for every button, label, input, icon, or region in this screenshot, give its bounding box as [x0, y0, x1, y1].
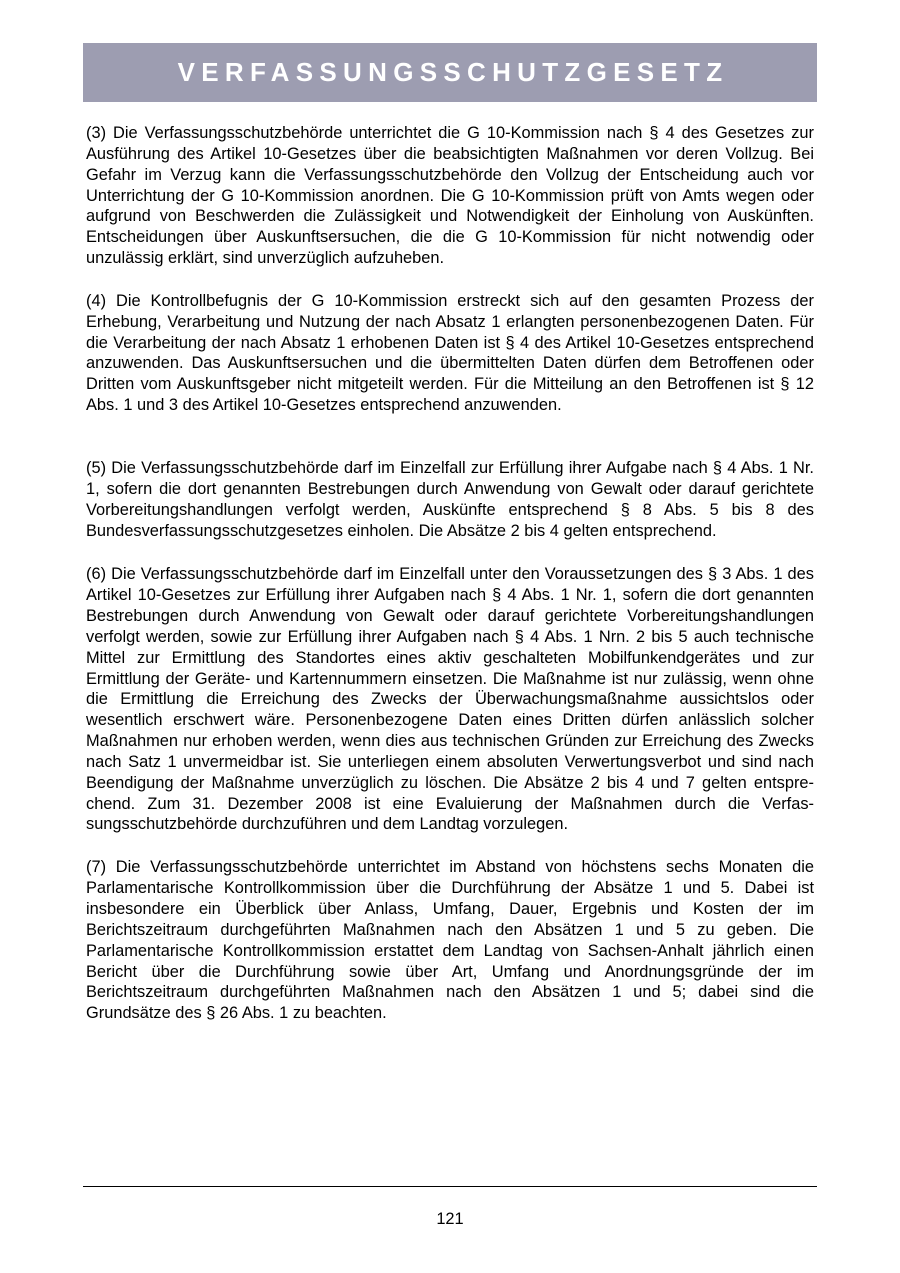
paragraph-7: (7) Die Verfassungsschutzbehörde unterrichtet im Abstand von höchstens sechs Monaten die Parlamentarische Kontrollkommission über die Durchführung der Absätze 1 und 5. Dabei ist insbesondere ein Überblick über Anlass, Umfang, Dauer, Ergebnis und Kosten der im Berichtszeitraum durchgeführten Maßnahmen nach den Absätzen 1 und 5 zu geben. Die Parlamentarische Kontrollkommission erstattet dem Landtag von Sachsen-Anhalt jährlich einen Bericht über die Durchführung sowie über Art, Umfang und Anordnungsgründe der im Berichtszeitraum durchgeführten Maßnahmen nach den Absätzen 1 und 5; dabei sind die Grundsätze des § 26 Abs. 1 zu beachten.: [86, 858, 814, 1023]
paragraph-3: (3) Die Verfassungsschutzbehörde unterrichtet die G 10-Kommission nach § 4 des Gesetzes zur Ausführung des Artikel 10-Gesetzes über die beabsichtigten Maßnahmen vor deren Vollzug. Bei Gefahr im Verzug kann die Verfassungsschutzbehörde den Vollzug der Entscheidung auch vor Unterrichtung der G 10-Kommission anordnen. Die G 10-Kommission prüft von Amts wegen oder aufgrund von Beschwerden die Zulässigkeit und Notwendigkeit der Einholung von Auskünften. Entscheidungen über Auskunftsersuchen, die die G 10-Kommission für nicht notwendig oder unzulässig erklärt, sind unverzüglich aufzuheben.: [86, 124, 814, 268]
paragraph-6: (6) Die Verfassungsschutzbehörde darf im Einzelfall unter den Voraussetzungen des § 3 Abs. 1 des Artikel 10-Gesetzes zur Erfüllung ihrer Aufgaben nach § 4 Abs. 1 Nr. 1, sofern die dort genannten Bestrebungen durch Anwendung von Gewalt oder darauf gerichtete Vorbereitungshandlungen verfolgt werden, sowie zur Erfüllung ihrer Aufgaben nach § 4 Abs. 1 Nrn. 2 bis 5 auch technische Mittel zur Ermittlung des Standortes eines aktiv geschalteten Mobilfunkendgerätes und zur Ermittlung der Geräte- und Kartennummern einsetzen. Die Maßnahme ist nur zulässig, wenn ohne die Ermittlung die Erreichung des Zwecks der Überwachungsmaßnahme aussichtslos oder wesentlich erschwert wäre. Personenbezogene Daten eines Dritten dürfen anlässlich solcher Maßnahmen nur erhoben werden, wenn dies aus technischen Gründen zur Erreichung des Zwecks nach Satz 1 unvermeidbar ist. Sie unterliegen einem absoluten Verwertungsverbot und sind nach Beendigung der Maßnahme unverzüglich zu löschen. Die Absätze 2 bis 4 und 7 gelten entsprechend. Zum 31. Dezember 2008 ist eine Evaluierung der Maßnahmen durch die Verfassungsschutzbehörde durchzuführen und dem Landtag vorzulegen.: [86, 565, 814, 834]
page-title: VERFASSUNGSSCHUTZGESETZ: [177, 57, 729, 87]
paragraph-5: (5) Die Verfassungsschutzbehörde darf im Einzelfall zur Erfüllung ihrer Aufgabe nach § 4 Abs. 1 Nr. 1, sofern die dort genannten Bestrebungen durch Anwendung von Gewalt oder darauf gerichtete Vorbereitungshandlungen verfolgt werden, Auskünfte entsprechend § 8 Abs. 5 bis 8 des Bundesverfassungsschutzgesetzes einholen. Die Absätze 2 bis 4 gelten entsprechend.: [86, 458, 814, 540]
header-banner: [83, 43, 817, 102]
paragraph-4: (4) Die Kontrollbefugnis der G 10-Kommission erstreckt sich auf den gesamten Prozess der Erhebung, Verarbeitung und Nutzung der nach Absatz 1 erlangten personenbezogenen Daten. Für die Verarbeitung der nach Absatz 1 erhobenen Daten ist § 4 des Artikel 10-Gesetzes entsprechend anzuwenden. Das Auskunftsersuchen und die übermittelten Daten dürfen dem Betroffenen oder Dritten vom Auskunftsgeber nicht mitgeteilt werden. Für die Mitteilung an den Betroffenen ist § 12 Abs. 1 und 3 des Artikel 10-Gesetzes entsprechend anzuwenden.: [86, 291, 814, 415]
page-number: 121: [436, 1210, 464, 1228]
document-body: [86, 123, 814, 1024]
footer-divider: [83, 1186, 817, 1187]
